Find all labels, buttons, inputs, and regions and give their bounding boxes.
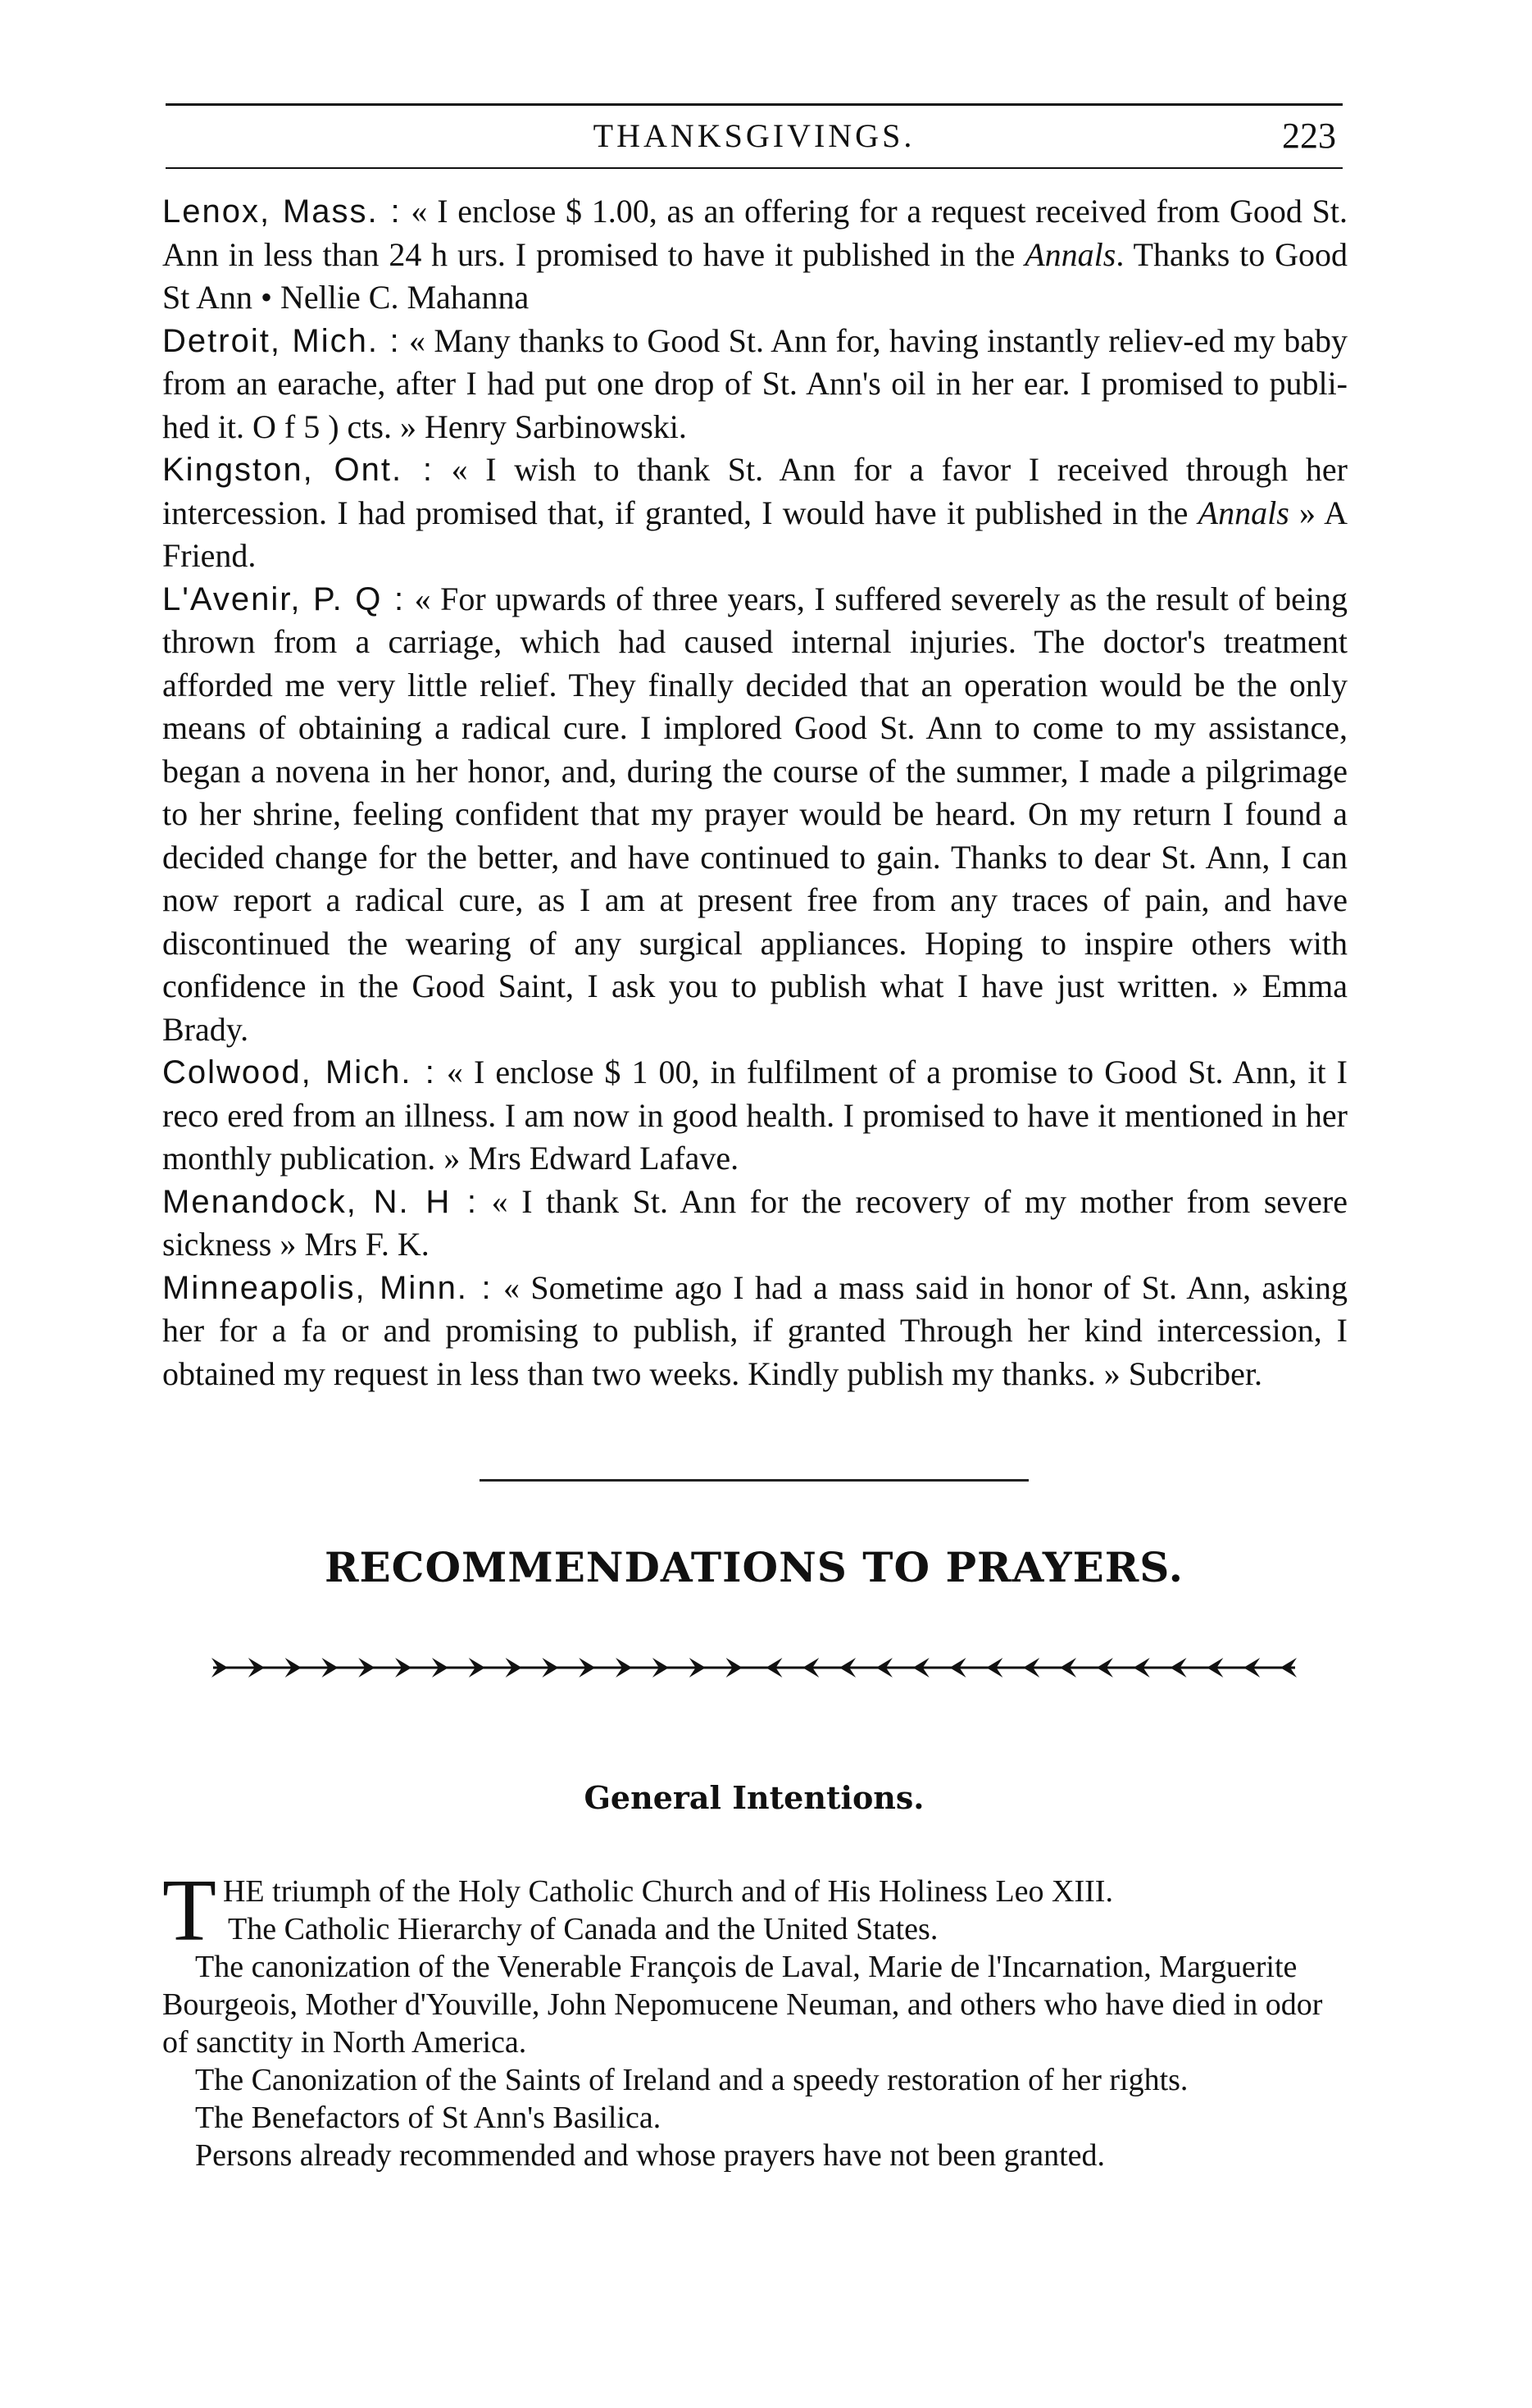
entry-text: « Sometime ago I had a mass said in honor of St. Ann, asking her for a fa or and promising to publish, if granted Through her kind intercession, I obtained my request in less than two weeks. Kindly publish my thanks. » Subcriber. (162, 1268, 1348, 1392)
section-divider (480, 1479, 1029, 1482)
thanksgiving-entry (162, 190, 1348, 320)
intention-text: The Canonization of the Saints of Ireland and a speedy restoration of her rights. (195, 2063, 1189, 2097)
intention-text: The canonization of the Venerable François de Laval, Marie de l'Incarnation, Marguerite Bourgeois, Mother d'Youville, John Nepomucene Neuman, and others who have died in odor of sanctity in North America. (162, 1950, 1323, 2060)
entry-text: « I enclose $ 1.00, as an offering for a request received from Good St. Ann in less than 24 h urs. I promised to have it published in the Annals. Thanks to Good St Ann • Nellie C. Mahanna (162, 193, 1348, 316)
entry-place: Menandock, N. H : (162, 1183, 479, 1220)
entry-text: « I thank St. Ann for the recovery of my mother from severe sickness » Mrs F. K. (162, 1182, 1348, 1263)
intention-text: The Catholic Hierarchy of Canada and the United States. (228, 1912, 939, 1946)
intention-item (162, 1948, 1351, 2061)
decorative-ornament-rule (197, 1651, 1312, 1684)
entry-place: Minneapolis, Minn. : (162, 1269, 493, 1306)
general-intentions-heading: General Intentions. (584, 1779, 925, 1816)
intention-text: The Benefactors of St Ann's Basilica. (195, 2101, 661, 2135)
entry-text: « For upwards of three years, I suffered severely as the result of being thrown from a carriage, which had caused internal injuries. The doctor's treatment afforded me very little relief. They finally decided that an operation would be the only means of obtaining a radical cure. I implored Good St. Ann to come to my assistance, began a novena in her honor, and, during the course of the summer, I made a pilgrimage to her shrine, feeling confident that my prayer would be heard. On my return I found a decided change for the better, and have continued to gain. Thanks to dear St. Ann, I can now report a radical cure, as I am at present free from any traces of pain, and have discontinued the wearing of any surgical appliances. Hoping to inspire others with confidence in the Good Saint, I ask you to publish what I have just written. » Emma Brady. (162, 580, 1348, 1048)
running-title: THANKSGIVINGS. (593, 117, 916, 154)
recommendations-heading: RECOMMENDATIONS TO PRAYERS. (324, 1543, 1184, 1591)
drop-cap: T (162, 1862, 216, 1960)
header-bottom-rule (166, 167, 1343, 169)
intention-item (162, 1910, 1351, 1948)
intention-item (162, 2099, 1351, 2137)
thanksgiving-entry (162, 1181, 1348, 1267)
thanksgivings-list (162, 190, 1348, 1395)
header-top-rule (166, 103, 1343, 106)
thanksgiving-entry (162, 578, 1348, 1052)
thanksgiving-entry (162, 1051, 1348, 1181)
intention-item (162, 2137, 1351, 2174)
entry-place: Lenox, Mass. : (162, 193, 402, 230)
entry-place: L'Avenir, P. Q : (162, 580, 406, 617)
intentions-list (162, 1862, 1351, 2174)
entry-place: Detroit, Mich. : (162, 322, 401, 359)
intention-item (162, 2061, 1351, 2099)
entry-place: Kingston, Ont. : (162, 452, 434, 488)
thanksgiving-entry (162, 320, 1348, 449)
entry-text: « I wish to thank St. Ann for a favor I received through her intercession. I had promised that, if granted, I would have it published in the Annals » A Friend. (162, 451, 1348, 574)
thanksgiving-entry (162, 1267, 1348, 1396)
entry-text: « I enclose $ 1 00, in fulfilment of a promise to Good St. Ann, it I reco ered from an illness. I am now in good health. I promised to have it mentioned in her monthly publication. » Mrs Edward Lafave. (162, 1054, 1348, 1177)
page-header (164, 113, 1344, 162)
thanksgiving-entry (162, 448, 1348, 578)
intention-text: Persons already recommended and whose prayers have not been granted. (195, 2138, 1106, 2173)
intention-text: HE triumph of the Holy Catholic Church and of His Holiness Leo XIII. (222, 1874, 1113, 1909)
entry-place: Colwood, Mich. : (162, 1054, 436, 1090)
page-number: 223 (1282, 116, 1336, 156)
entry-text: « Many thanks to Good St. Ann for, having instantly reliev-ed my baby from an earache, after I had put one drop of St. Ann's oil in her ear. I promised to publi-hed it. O f 5 ) cts. » Henry Sarbinowski. (162, 321, 1348, 445)
